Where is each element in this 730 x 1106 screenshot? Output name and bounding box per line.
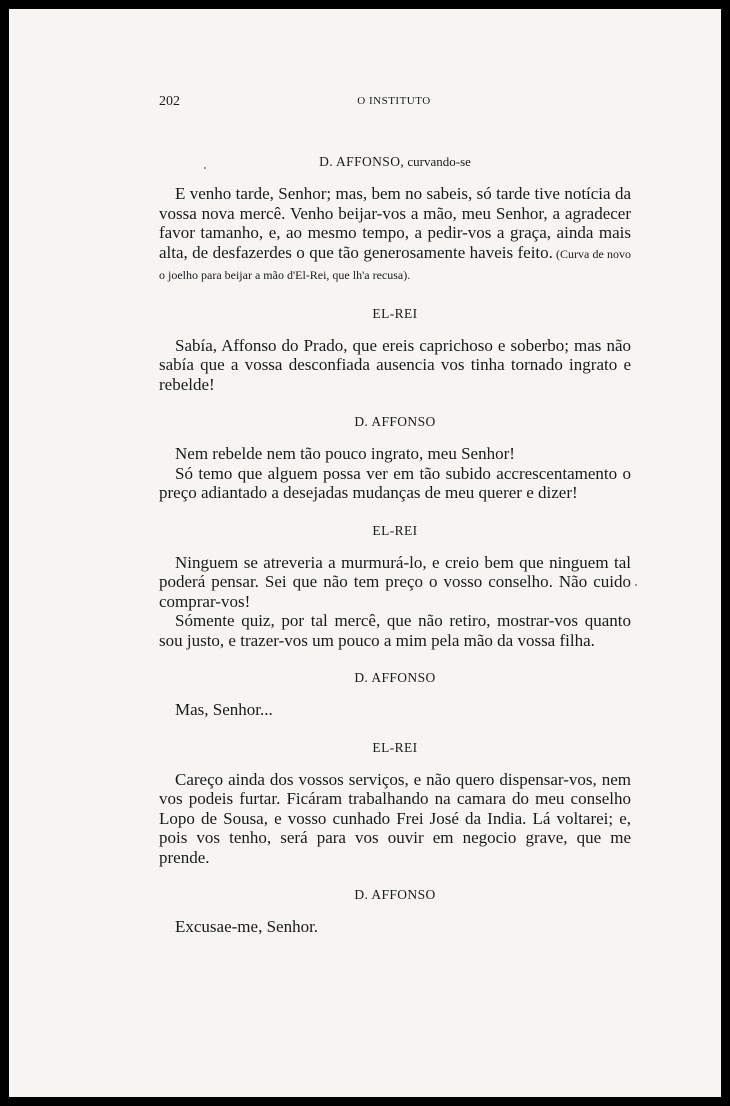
speech-paragraph: Sómente quiz, por tal mercê, que não retiro, mostrar-vos quanto sou justo, e trazer-vos um pouco a mim pela mão da vossa filha. — [159, 611, 631, 650]
speaker-label: D. AFFONSO — [354, 414, 436, 429]
running-title: O INSTITUTO — [357, 95, 431, 107]
speech-paragraph: Nem rebelde nem tão pouco ingrato, meu Senhor! — [175, 444, 515, 463]
speaker-label: D. AFFONSO — [354, 670, 436, 685]
speaker-label: EL-REI — [372, 522, 418, 538]
page-header — [159, 94, 629, 114]
stage-direction: curvando-se — [404, 154, 471, 169]
speech-paragraph: Excusae-me, Senhor. — [175, 917, 319, 936]
play-text — [159, 152, 631, 937]
speech-paragraph: E venho tarde, Senhor; mas, bem no sabeis, só tarde tive notícia da vossa nova mercê. Venho beijar-vos a mão, meu Senhor, a agradecer favor tamanho, e, ao mesmo tempo, a pedir-vos a graça, ainda mais alta, de desfazerdes o que tão generosamente haveis feito. (Curva de novo o joelho para beijar a mão d'El-Rei, que lh'a recusa). — [159, 184, 631, 282]
speaker-label: EL-REI — [372, 739, 418, 755]
speech-paragraph: Mas, Senhor... — [175, 700, 273, 719]
speech-paragraph: Só temo que alguem possa ver em tão subido accrescentamento o preço adiantado a desejadas mudanças de meu querer e dizer! — [159, 463, 631, 502]
speaker-label: EL-REI — [372, 305, 418, 321]
speech-paragraph: Careço ainda dos vossos serviços, e não quero dispensar-vos, nem vos podeis furtar. Ficáram trabalhando na camara do meu conselho Lopo de Sousa, e vosso cunhado Frei José da India. Lá voltarei; e, pois vos tenho, será para vos ouvir em negocio grave, que me prende. — [159, 769, 631, 867]
speech-paragraph: Sabía, Affonso do Prado, que ereis caprichoso e soberbo; mas não sabía que a vossa desconfiada ausencia vos tinha tornado ingrato e rebelde! — [159, 335, 631, 394]
speaker-label: D. AFFONSO, curvando-se — [319, 154, 471, 169]
speech-paragraph: Ninguem se atreveria a murmurá-lo, e creio bem que ninguem tal poderá pensar. Sei que não tem preço o vosso conselho. Não cuido comprar-vos! — [159, 552, 631, 611]
stage-direction: (Curva de novo o joelho para beijar a mão d'El-Rei, que lh'a recusa). — [159, 246, 631, 282]
print-speck — [635, 584, 637, 586]
speaker-label: D. AFFONSO — [354, 887, 436, 902]
page-number: 202 — [159, 94, 180, 109]
book-page — [9, 9, 721, 1097]
